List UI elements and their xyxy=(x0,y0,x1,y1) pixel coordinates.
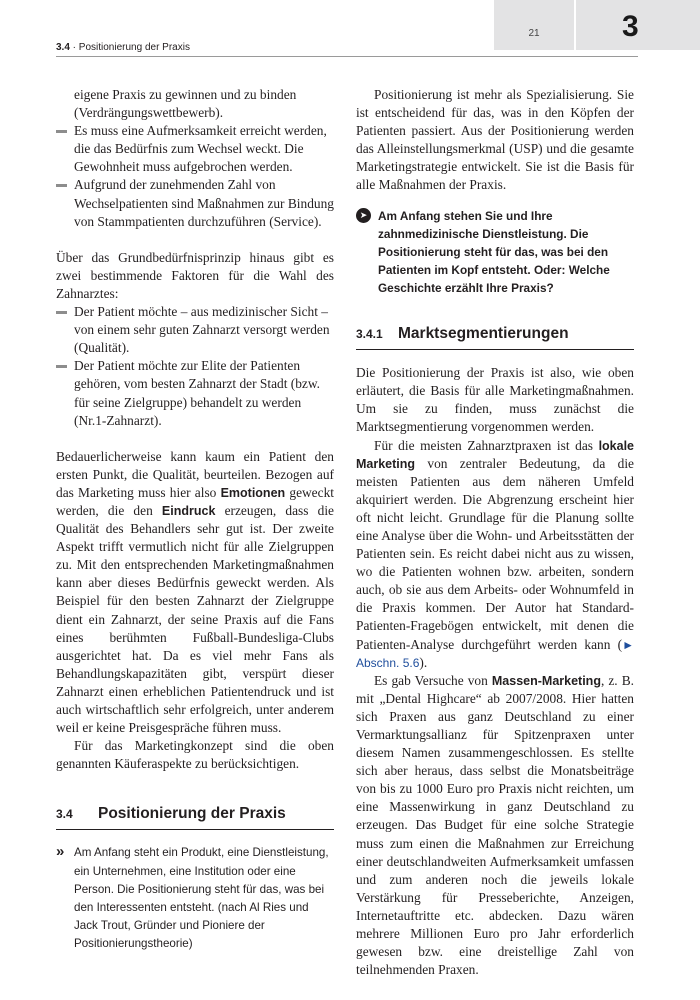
quote-marks-icon: » xyxy=(56,843,65,861)
text-run: ). xyxy=(419,654,428,670)
emphasis: Emotionen xyxy=(220,485,286,500)
running-head-number: 3.4 xyxy=(56,42,70,53)
list-item: Der Patient möchte zur Elite der Patienten gehören, vom besten Zahnarzt der Stadt (bzw. für seine Zielgruppe) behandelt zu werden (Nr.1-Zahnarzt). xyxy=(56,357,334,429)
quote-box xyxy=(56,844,334,953)
paragraph: Über das Grundbedürfnisprinzip hinaus gibt es zwei bestimmende Faktoren für die Wahl des Zahnarztes: xyxy=(56,249,334,301)
running-head-separator: · xyxy=(69,42,79,53)
text-run: , z. B. mit „Dental Highcare“ ab 2007/2008. Hier hatten sich Praxen aus ganz Deutschland zu einer Vermarktungsallianz für Spitzenpraxen unter diesem Namen zusammengeschlossen. Es stellte sich aber heraus, dass selbst die Monatsbeiträge von bis zu 1000 Euro pro Praxis nicht reichten, um eine Massenwirkung in ganz Deutschland zu erzeugen. Das Budget für eine solche Strategie muss zum einen die Maßnahmen zur Erreichung einer deutschlandweiten Aufmerksamkeit umfassen und zum anderen noch die jeweils lokale Verstärkung für Presseberichte, Anzeigen, Internetauftritte etc. abdecken. Dazu wären mehrere Millionen Euro pro Jahr erforderlich gewesen bzw. eine dreistellige Zahl von teilnehmenden Praxen. xyxy=(356,672,634,978)
section-number: 3.4 xyxy=(56,807,73,822)
section-heading xyxy=(56,805,334,830)
arrow-right-icon: ➤ xyxy=(356,208,371,223)
header-page-tab xyxy=(494,0,574,50)
list-item: Aufgrund der zunehmenden Zahl von Wechselpatienten sind Maßnahmen zur Bindung von Stammpatienten durchzuführen (Service). xyxy=(56,176,334,230)
subsection-title: Marktsegmentierungen xyxy=(398,325,569,343)
bullet-list-1 xyxy=(56,122,334,231)
text-run: geweckt werden, die den xyxy=(56,484,334,518)
quote-text: Am Anfang steht ein Produkt, eine Dienstleistung, ein Unternehmen, eine Institution oder eine Person. Die Positionierung steht für das, was bei den Interessenten entsteht. (nach Al Ries und Jack Trout, Gründer und Pioniere der Positionierungstheorie) xyxy=(74,846,329,950)
running-head xyxy=(56,42,190,53)
text-run: Für die meisten Zahnarztpraxen ist das xyxy=(374,437,599,453)
list-item: Es muss eine Aufmerksamkeit erreicht werden, die das Bedürfnis zum Wechsel weckt. Die Gewohnheit muss aufgebrochen werden. xyxy=(56,122,334,176)
paragraph: Positionierung ist mehr als Spezialisierung. Sie ist entscheidend für das, was in den Köpfen der Patienten passiert. Aus der Positionierung werden das Alleinstellungsmerkmal (USP) und die gesamte Marketingstrategie entwickelt. Sie ist die Basis für alle Maßnahmen der Praxis. xyxy=(356,87,634,193)
emphasis: Eindruck xyxy=(161,503,216,518)
text-run: Bedauerlicherweise kann kaum ein Patient den ersten Punkt, die Qualität, beurteilen. Bezogen auf das Marketing muss hier also xyxy=(56,448,334,500)
text-run: von zentraler Bedeutung, da die meisten Patienten aus dem näheren Umfeld akquiriert werden. Die Abgrenzung erscheint hier oft nicht leicht. Grundlage für die Planung sollte eine Analyse über die Wohn- und Arbeitsstätten der Patienten sein. Es reicht dabei nicht aus zu wissen, wo die Patienten wohnen bzw. arbeiten, sondern auch, ob sie aus dem Arbeits- oder Wohnumfeld in die Praxis kommen. Der Autor hat Standard-Patienten-Fragebögen entwickelt, mit denen die Patienten-Analyse durchgeführt werden kann ( xyxy=(356,455,634,652)
note-text: Am Anfang stehen Sie und Ihre zahnmedizinische Dienstleistung. Die Positionierung steht für das, was bei den Patienten im Kopf entsteht. Oder: Welche Geschichte erzählt Ihre Praxis? xyxy=(378,208,610,295)
subsection-heading xyxy=(356,325,634,350)
section-reference-link[interactable]: ► Abschn. 5.6 xyxy=(356,637,634,670)
list-item-continuation: eigene Praxis zu gewinnen und zu binden (Verdrängungswettbewerb). xyxy=(74,87,297,121)
paragraph: Für das Marketingkonzept sind die oben genannten Käuferaspekte zu berücksichtigen. xyxy=(56,738,334,772)
page-number: 21 xyxy=(528,28,540,39)
paragraph xyxy=(356,437,634,672)
bullet-list-2 xyxy=(56,303,334,430)
right-column xyxy=(356,86,634,979)
chapter-number: 3 xyxy=(622,10,639,43)
emphasis: Massen-Marketing xyxy=(491,673,601,688)
header-rule xyxy=(56,56,638,57)
text-run: erzeugen, dass die Qualität des Behandlers sehr gut ist. Der zweite Aspekt trifft vermutlich nicht für alle Zielgruppen zu. Mit den entsprechenden Marketingmaßnahmen kann aber dieses Bedürfnis geweckt werden. Als Beispiel für den besten Zahnarzt der Zielgruppe dient ein Zahnarzt, der seine Praxis auf die Fans eines berühmten Fußball-Bundesliga-Clubs ausgerichtet hat. Da es viel mehr Fans als Behandlungskapazitäten gibt, verspürt dieser Zahnarzt einen erheblichen Patientendruck und ist auch wirtschaftlich sehr erfolgreich, unter anderem weil er keine Preisgespräche führen muss. xyxy=(56,502,334,736)
subsection-number: 3.4.1 xyxy=(356,327,383,342)
left-column xyxy=(56,86,334,953)
note-box xyxy=(356,207,634,297)
section-title: Positionierung der Praxis xyxy=(98,805,286,823)
text-run: Es gab Versuche von xyxy=(374,672,492,688)
paragraph: Die Positionierung der Praxis ist also, wie oben erläutert, die Basis für alle Marketingmaßnahmen. Um sie zu finden, muss zunächst die Marktsegmentierung vorgenommen werden. xyxy=(356,365,634,435)
paragraph xyxy=(356,672,634,980)
list-item: Der Patient möchte – aus medizinischer Sicht – von einem sehr guten Zahnarzt versorgt werden (Qualität). xyxy=(56,303,334,357)
paragraph xyxy=(56,448,334,738)
running-head-title: Positionierung der Praxis xyxy=(78,42,190,53)
emphasis: lokale Marketing xyxy=(356,438,634,471)
